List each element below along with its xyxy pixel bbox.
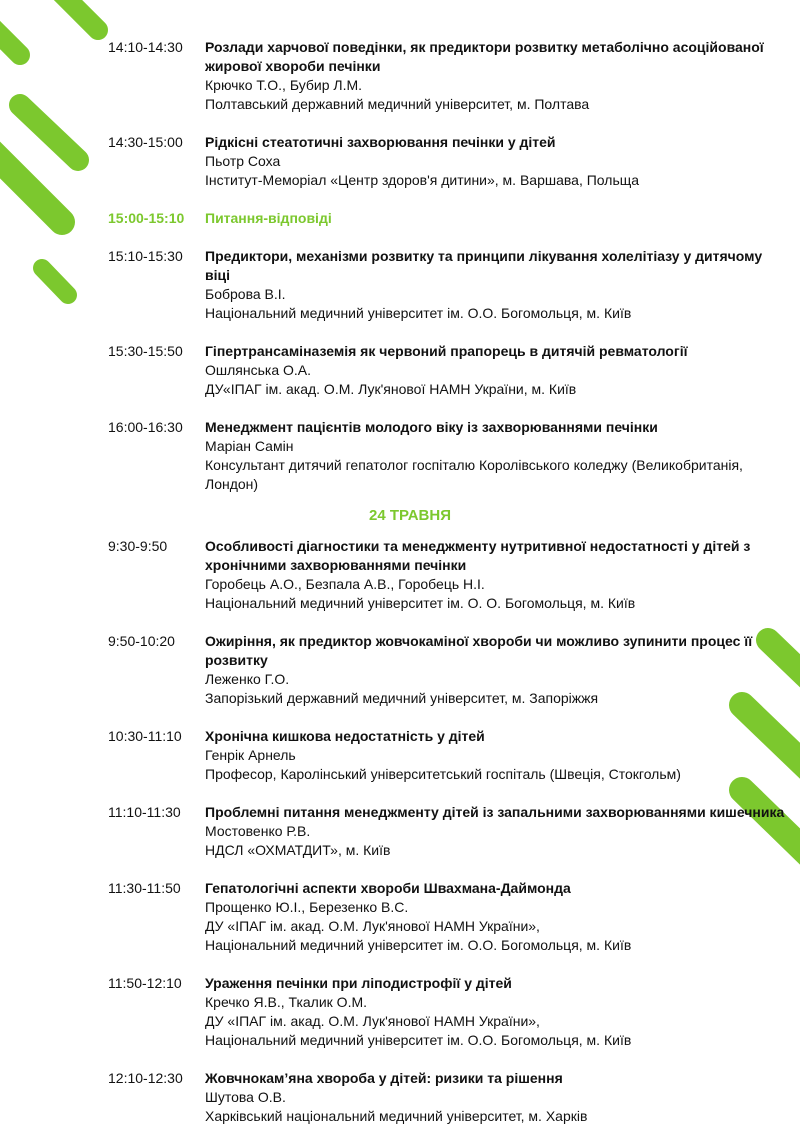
stripe bbox=[20, 105, 78, 160]
session-time: 11:10-11:30 bbox=[108, 804, 181, 820]
session-title: Ожиріння, як предиктор жовчокаміної хвороби чи можливо зупинити процес її розвитку bbox=[205, 633, 753, 668]
session-entry bbox=[108, 418, 788, 494]
spacer bbox=[108, 1050, 788, 1069]
session-speaker: Кречко Я.В., Ткалик О.М. bbox=[205, 994, 368, 1010]
session-details bbox=[205, 974, 788, 1050]
stripe bbox=[42, 268, 68, 295]
session-title: Розлади харчової поведінки, як предиктори розвитку метаболічно асоційованої жирової хвороби печінки bbox=[205, 39, 764, 74]
spacer bbox=[108, 860, 788, 879]
program-schedule bbox=[108, 38, 788, 1126]
session-title: Менеджмент пацієнтів молодого віку із захворюваннями печінки bbox=[205, 419, 658, 435]
session-affiliation: ДУ «ІПАГ ім. акад. О.М. Лук'янової НАМН України», bbox=[205, 918, 540, 934]
session-speaker: Боброва В.І. bbox=[205, 286, 286, 302]
session-affiliation: Інститут-Меморіал «Центр здоров'я дитини», м. Варшава, Польща bbox=[205, 172, 640, 188]
session-entry bbox=[108, 38, 788, 114]
qa-break-entry bbox=[108, 209, 788, 228]
session-details bbox=[205, 342, 788, 399]
session-entry bbox=[108, 133, 788, 190]
session-speaker: Шутова О.В. bbox=[205, 1089, 286, 1105]
spacer bbox=[108, 114, 788, 133]
session-affiliation: Національний медичний університет ім. О. О. Богомольця, м. Київ bbox=[205, 595, 636, 611]
session-details bbox=[205, 632, 788, 708]
session-details bbox=[205, 1069, 788, 1126]
session-time: 12:10-12:30 bbox=[108, 1070, 183, 1086]
session-affiliation: Консультант дитячий гепатолог госпіталю Королівського коледжу (Великобританія, Лондон) bbox=[205, 457, 743, 492]
session-title: Хронічна кишкова недостатність у дітей bbox=[205, 728, 485, 744]
session-title: Особливості діагностики та менеджменту нутритивної недостатності у дітей з хронічними захворюваннями печінки bbox=[205, 538, 751, 573]
session-details bbox=[205, 133, 788, 190]
session-entry bbox=[108, 342, 788, 399]
session-title: Жовчнокам’яна хвороба у дітей: ризики та рішення bbox=[205, 1070, 563, 1086]
session-details bbox=[205, 418, 788, 494]
session-title: Проблемні питання менеджменту дітей із запальними захворюваннями кишечника bbox=[205, 804, 785, 820]
spacer bbox=[108, 399, 788, 418]
session-affiliation: ДУ «ІПАГ ім. акад. О.М. Лук'янової НАМН України», bbox=[205, 1013, 540, 1029]
session-entry bbox=[108, 537, 788, 613]
session-affiliation: Запорізький державний медичний університет, м. Запоріжжя bbox=[205, 690, 599, 706]
session-affiliation: Національний медичний університет ім. О.О. Богомольця, м. Київ bbox=[205, 1032, 632, 1048]
session-affiliation: Харківський національний медичний університет, м. Харків bbox=[205, 1108, 588, 1124]
session-affiliation: Професор, Каролінський університетський госпіталь (Швеція, Стокгольм) bbox=[205, 766, 681, 782]
session-affiliation: ДУ«ІПАГ ім. акад. О.М. Лук'янової НАМН України, м. Київ bbox=[205, 381, 577, 397]
session-entry bbox=[108, 879, 788, 955]
session-entry bbox=[108, 1069, 788, 1126]
session-entry bbox=[108, 974, 788, 1050]
session-time: 16:00-16:30 bbox=[108, 419, 183, 435]
stripe bbox=[0, 150, 62, 222]
session-affiliation: Національний медичний університет ім. О.О. Богомольця, м. Київ bbox=[205, 305, 632, 321]
session-affiliation: НДСЛ «ОХМАТДИТ», м. Київ bbox=[205, 842, 391, 858]
session-time: 11:30-11:50 bbox=[108, 880, 181, 896]
session-speaker: Пьотр Соха bbox=[205, 153, 281, 169]
session-speaker: Прощенко Ю.І., Березенко В.С. bbox=[205, 899, 409, 915]
session-time: 9:50-10:20 bbox=[108, 633, 175, 649]
session-entry bbox=[108, 727, 788, 784]
session-time: 15:00-15:10 bbox=[108, 210, 185, 226]
session-details bbox=[205, 38, 788, 114]
session-speaker: Горобець А.О., Безпала А.В., Горобець Н.І. bbox=[205, 576, 485, 592]
day-heading: 24 ТРАВНЯ bbox=[369, 507, 451, 524]
spacer bbox=[108, 784, 788, 803]
session-entry bbox=[108, 803, 788, 860]
session-time: 9:30-9:50 bbox=[108, 538, 168, 554]
session-details bbox=[205, 537, 788, 613]
session-details bbox=[205, 209, 788, 228]
spacer bbox=[108, 613, 788, 632]
day-2-sessions bbox=[108, 537, 788, 1126]
stripe bbox=[58, 0, 98, 30]
spacer bbox=[108, 708, 788, 727]
session-title: Рідкісні стеатотичні захворювання печінки у дітей bbox=[205, 134, 556, 150]
session-title: Предиктори, механізми розвитку та принципи лікування холелітіазу у дитячому віці bbox=[205, 248, 763, 283]
session-time: 10:30-11:10 bbox=[108, 728, 182, 744]
session-details bbox=[205, 803, 788, 860]
session-time: 15:30-15:50 bbox=[108, 343, 183, 359]
session-time: 15:10-15:30 bbox=[108, 248, 183, 264]
session-title: Гіпертрансаміназемія як червоний прапорець в дитячій ревматології bbox=[205, 343, 688, 359]
session-time: 14:10-14:30 bbox=[108, 39, 183, 55]
session-speaker: Генрік Арнель bbox=[205, 747, 296, 763]
spacer bbox=[108, 228, 788, 247]
session-details bbox=[205, 727, 788, 784]
spacer bbox=[108, 955, 788, 974]
session-time: 14:30-15:00 bbox=[108, 134, 183, 150]
stripe bbox=[0, 25, 20, 55]
session-speaker: Леженко Г.О. bbox=[205, 671, 290, 687]
session-affiliation: Національний медичний університет ім. О.О. Богомольця, м. Київ bbox=[205, 937, 632, 953]
spacer bbox=[108, 323, 788, 342]
session-speaker: Ошлянська О.А. bbox=[205, 362, 312, 378]
day-1-sessions bbox=[108, 38, 788, 494]
session-speaker: Крючко Т.О., Бубир Л.М. bbox=[205, 77, 363, 93]
session-title: Питання-відповіді bbox=[205, 210, 332, 226]
spacer bbox=[108, 190, 788, 209]
session-details bbox=[205, 879, 788, 955]
session-time: 11:50-12:10 bbox=[108, 975, 182, 991]
session-details bbox=[205, 247, 788, 323]
session-speaker: Мостовенко Р.В. bbox=[205, 823, 311, 839]
session-speaker: Маріан Самін bbox=[205, 438, 294, 454]
session-entry bbox=[108, 247, 788, 323]
session-entry bbox=[108, 632, 788, 708]
session-affiliation: Полтавський державний медичний університет, м. Полтава bbox=[205, 96, 590, 112]
session-title: Ураження печінки при ліподистрофії у дітей bbox=[205, 975, 512, 991]
session-title: Гепатологічні аспекти хвороби Швахмана-Даймонда bbox=[205, 880, 571, 896]
